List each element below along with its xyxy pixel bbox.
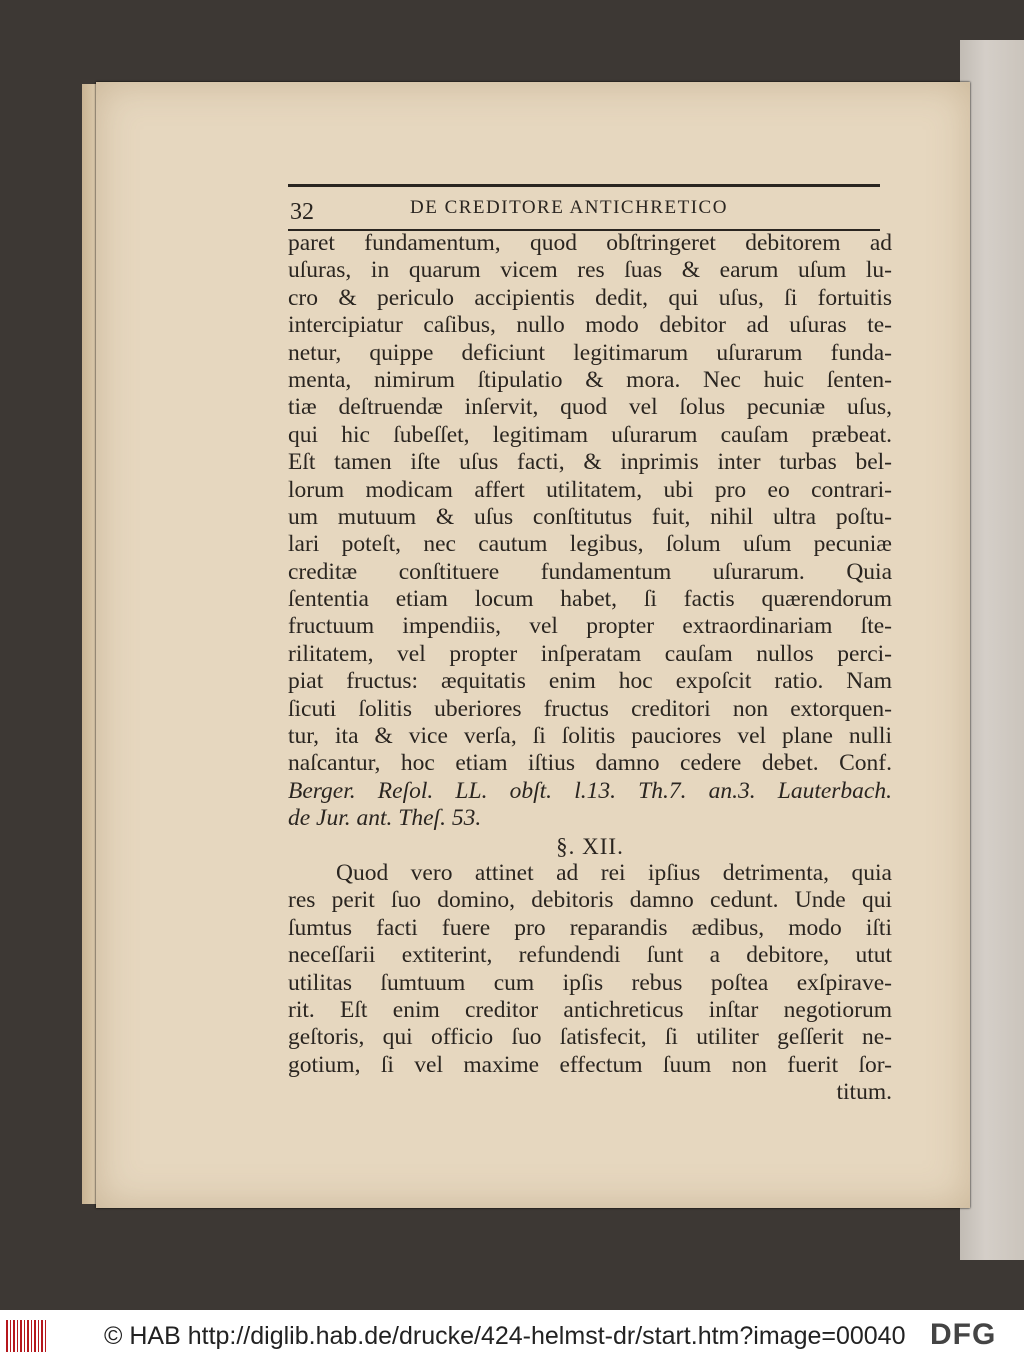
text-line: naſcantur, hoc etiam iſtius damno cedere debet. Conf. — [288, 750, 892, 777]
text-line: rilitatem, vel propter inſperatam cauſam nullos perci- — [288, 640, 892, 667]
text-line: lorum modicam affert utilitatem, ubi pro eo contrari- — [288, 476, 892, 503]
catchword: titum. — [836, 1079, 892, 1106]
page-body — [288, 230, 892, 1107]
text-line: piat fructus: æquitatis enim hoc expoſcit ratio. Nam — [288, 668, 892, 695]
text-line: lari poteſt, nec cautum legibus, ſolum uſum pecuniæ — [288, 531, 892, 558]
text-line: uſuras, in quarum vicem res ſuas & earum uſum lu- — [288, 257, 892, 284]
text-line: tiæ deſtruendæ inſervit, quod vel ſolus pecuniæ uſus, — [288, 394, 892, 421]
text-line: rit. Eſt enim creditor antichreticus inſtar negotiorum — [288, 996, 892, 1023]
text-line: neceſſarii extiterint, refundendi ſunt a debitore, utut — [288, 942, 892, 969]
dfg-logo: DFG — [930, 1318, 997, 1351]
text-line: creditæ conſtituere fundamentum uſurarum. Quia — [288, 558, 892, 585]
viewer-footer — [0, 1310, 1024, 1360]
credit-link[interactable]: © HAB http://diglib.hab.de/drucke/424-helmst-dr/start.htm?image=00040 — [104, 1322, 906, 1350]
page-number: 32 — [290, 199, 314, 225]
text-line: res perit ſuo domino, debitoris damno cedunt. Unde qui — [288, 887, 892, 914]
text-line: ſumtus facti fuere pro reparandis ædibus, modo iſti — [288, 914, 892, 941]
citation-line: de Jur. ant. Theſ. 53. — [288, 805, 482, 832]
text-line: Quod vero attinet ad rei ipſius detrimenta, quia — [336, 859, 892, 886]
running-title: DE CREDITORE ANTICHRETICO — [410, 197, 728, 218]
hab-barcode-icon — [6, 1320, 46, 1352]
text-line: Eſt tamen iſte uſus facti, & inprimis inter turbas bel- — [288, 449, 892, 476]
text-line: netur, quippe deficiunt legitimarum uſurarum funda- — [288, 339, 892, 366]
text-line: ſententia etiam locum habet, ſi factis quærendorum — [288, 586, 892, 613]
text-line: fructuum impendiis, vel propter extraordinariam ſte- — [288, 613, 892, 640]
text-line: gotium, ſi vel maxime effectum ſuum non fuerit ſor- — [288, 1051, 892, 1078]
text-line: geſtoris, qui officio ſuo ſatisfecit, ſi utiliter geſſerit ne- — [288, 1024, 892, 1051]
text-line: paret fundamentum, quod obſtringeret debitorem ad — [288, 230, 892, 256]
text-line: cro & periculo accipientis dedit, qui uſus, ſi fortuitis — [288, 284, 892, 311]
text-line: um mutuum & uſus conſtitutus fuit, nihil ultra poſtu- — [288, 503, 892, 530]
section-heading: §. XII. — [556, 833, 624, 859]
text-line: utilitas ſumtuum cum ipſis rebus poſtea exſpirave- — [288, 969, 892, 996]
text-line: ſicuti ſolitis uberiores fructus creditori non extorquen- — [288, 695, 892, 722]
text-line: tur, ita & vice verſa, ſi ſolitis pauciores vel plane nulli — [288, 723, 892, 750]
text-line: qui hic ſubeſſet, legitimam uſurarum cauſam præbeat. — [288, 421, 892, 448]
text-line: intercipiatur caſibus, nullo modo debitor ad uſuras te- — [288, 312, 892, 339]
text-line: menta, nimirum ſtipulatio & mora. Nec huic ſenten- — [288, 366, 892, 393]
running-header — [288, 184, 880, 231]
citation-line: Berger. Reſol. LL. obſt. l.13. Th.7. an.3. Lauterbach. — [288, 777, 892, 804]
